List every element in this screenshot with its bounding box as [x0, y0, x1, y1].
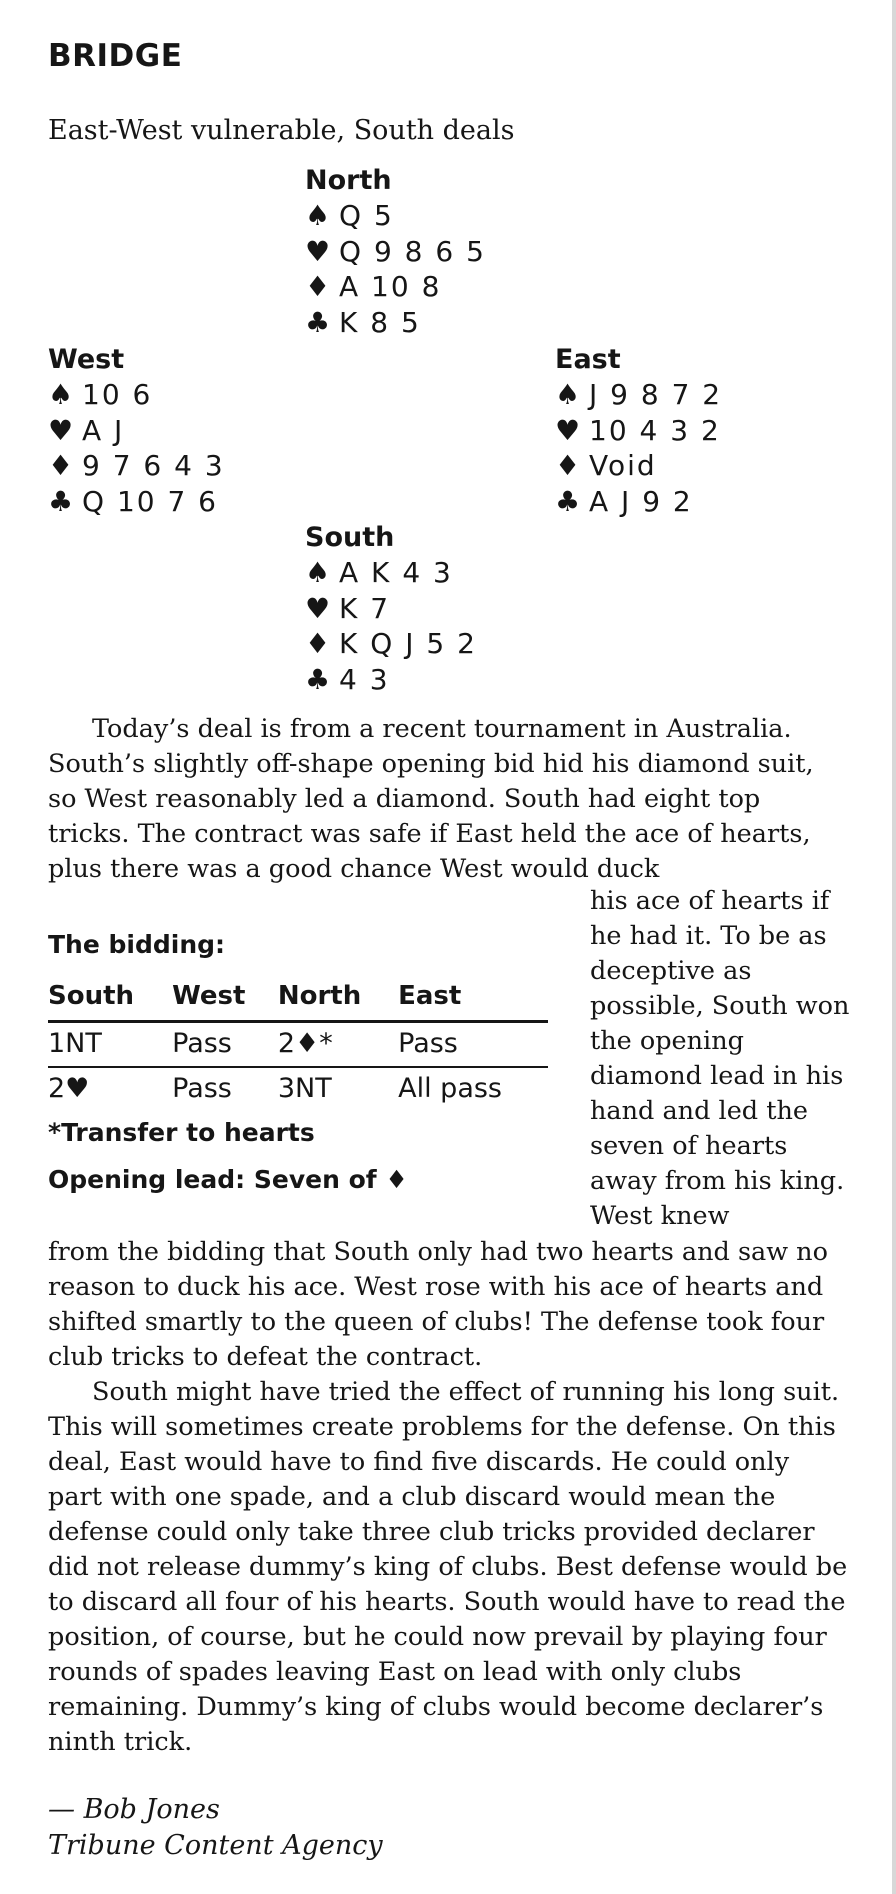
club-icon: ♣ [555, 484, 581, 518]
bid-cell: 3NT [277, 1073, 332, 1104]
spades-holding: ♠ 10 6 [48, 378, 153, 411]
hand-name: East [555, 344, 621, 375]
article-paragraph-2: South might have tried the effect of running his long suit. This will sometimes create problems for the defense. On this deal, East would have to find five discards. He could only part with one spade, and a club discard would mean the defense could only take three club tricks provided declarer did not release dummy’s king of clubs. Best defense would be to discard all four of his hearts. South would have to read the position, of course, but he could now prevail by playing four rounds of spades leaving East on lead with only clubs remaining. Dummy’s king of clubs would become declarer’s ninth trick. [48, 1377, 848, 1757]
column-title: BRIDGE [48, 38, 183, 74]
bidding-header-row [48, 978, 548, 1022]
hearts-holding: ♥ K 7 [305, 591, 391, 625]
diamonds-holding: ♦ Void [555, 449, 657, 482]
hearts-holding: ♥ 10 4 3 2 [555, 413, 721, 447]
bidding-footnote: *Transfer to hearts [48, 1118, 315, 1147]
bidding-header: North [278, 978, 398, 1022]
heart-icon: ♥ [555, 413, 581, 447]
bid-cell: All pass [398, 1073, 502, 1104]
clubs-holding: ♣ K 8 5 [305, 305, 421, 339]
bidding-header: East [398, 978, 548, 1022]
diamond-icon: ♦ [305, 270, 331, 303]
diamond-icon: ♦ [555, 449, 581, 482]
bidding-title: The bidding: [48, 930, 226, 959]
article-paragraph-1-top: Today’s deal is from a recent tournament in Australia. South’s slightly off-shape opening bid hid his diamond suit, so West reasonably led a diamond. South had eight top tricks. The contract was safe if East held the ace of hearts, plus there was a good chance West would duck [48, 714, 814, 884]
diamonds-holding: ♦ K Q J 5 2 [305, 627, 477, 660]
heart-icon: ♥ [305, 591, 331, 625]
diamonds-holding: ♦ 9 7 6 4 3 [48, 449, 225, 482]
bid-cell: 1NT [48, 1022, 172, 1068]
club-icon: ♣ [305, 305, 331, 339]
page-edge-divider [892, 0, 896, 1894]
vulnerability-line: East-West vulnerable, South deals [48, 115, 515, 146]
clubs-holding: ♣ A J 9 2 [555, 484, 693, 518]
bid-cell: 2♦* [278, 1022, 398, 1068]
byline-agency: Tribune Content Agency [48, 1830, 383, 1861]
byline-author: — Bob Jones [48, 1794, 220, 1825]
spade-icon: ♠ [305, 556, 331, 589]
bid-cell: 2♥ [48, 1073, 90, 1104]
bid-cell: Pass [172, 1073, 232, 1104]
spade-icon: ♠ [555, 378, 581, 411]
club-icon: ♣ [48, 484, 74, 518]
heart-icon: ♥ [305, 234, 331, 268]
spades-holding: ♠ A K 4 3 [305, 556, 453, 589]
diamond-icon: ♦ [305, 627, 331, 660]
west-hand [48, 342, 225, 519]
hearts-holding: ♥ Q 9 8 6 5 [305, 234, 486, 268]
diamond-icon: ♦ [48, 449, 74, 482]
hand-name: South [305, 522, 395, 553]
article-paragraph-1-side: his ace of hearts if he had it. To be as deceptive as possible, South won the opening diamond lead in his hand and led the seven of hearts away from his king. West knew [590, 886, 850, 1231]
clubs-holding: ♣ 4 3 [305, 662, 390, 696]
bid-cell: Pass [172, 1022, 278, 1068]
north-hand [305, 163, 486, 340]
bidding-header: West [172, 978, 278, 1022]
bidding-header: South [48, 978, 172, 1022]
bidding-table [48, 978, 548, 1111]
clubs-holding: ♣ Q 10 7 6 [48, 484, 218, 518]
bid-cell: Pass [398, 1022, 548, 1068]
club-icon: ♣ [305, 662, 331, 696]
east-hand [555, 342, 722, 519]
spade-icon: ♠ [48, 378, 74, 411]
article-paragraph-1-bottom: from the bidding that South only had two hearts and saw no reason to duck his ace. West rose with his ace of hearts and shifted smartly to the queen of clubs! The defense took four club tricks to defeat the contract. [48, 1237, 828, 1372]
hand-name: North [305, 165, 392, 196]
spade-icon: ♠ [305, 199, 331, 232]
hearts-holding: ♥ A J [48, 413, 125, 447]
bidding-row [48, 1067, 548, 1111]
opening-lead: Opening lead: Seven of ♦ [48, 1165, 408, 1194]
spades-holding: ♠ J 9 8 7 2 [555, 378, 723, 411]
south-hand [305, 520, 477, 697]
article-body-continued [48, 1235, 848, 1760]
diamonds-holding: ♦ A 10 8 [305, 270, 442, 303]
hand-name: West [48, 344, 125, 375]
spades-holding: ♠ Q 5 [305, 199, 394, 232]
heart-icon: ♥ [48, 413, 74, 447]
bidding-row [48, 1022, 548, 1068]
